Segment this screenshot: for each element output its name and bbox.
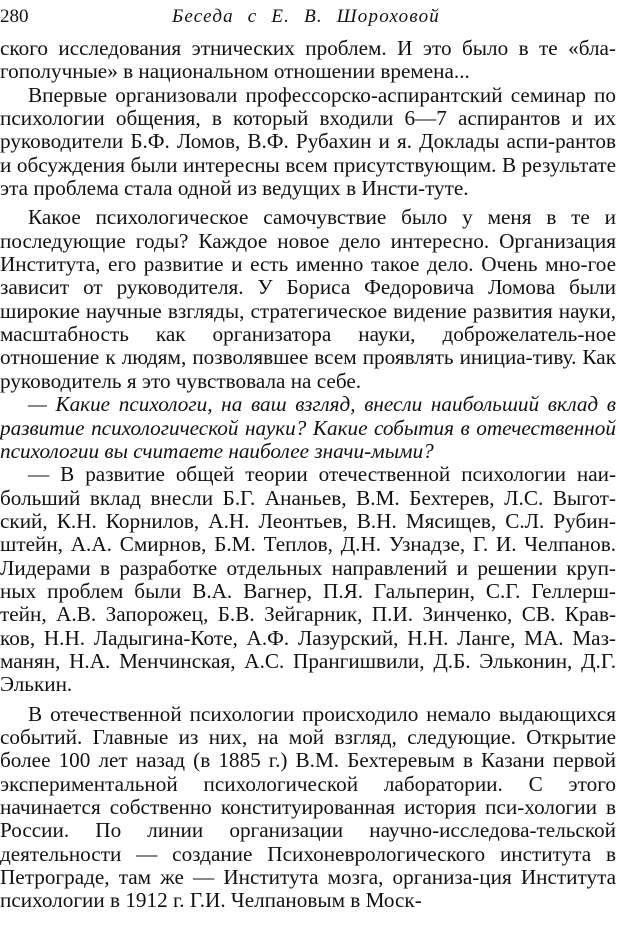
interview-question: — Какие психологи, на ваш взгляд, внесли наибольший вклад в развитие психологической науки? Какие события в отечественной психологии вы считаете наиболее значи-мыми? <box>0 392 616 463</box>
paragraph-seminar: Впервые организовали профессорско-аспирантский семинар по психологии общения, в который входили 6—7 аспирантов и их руководители Б.Ф. Ломов, В.Ф. Рубахин и я. Доклады аспи-рантов и обсуждения были интересны всем присутствующим. В результате эта проблема стала одной из ведущих в Инсти-туте. <box>0 82 616 201</box>
page-body <box>0 37 616 913</box>
paragraph-continuation: ского исследования этнических проблем. И это было в те «бла-гополучные» в национальном отношении времена... <box>0 36 616 84</box>
paragraph-events: В отечественной психологии происходило немало выдающихся событий. Главные из них, на мой взгляд, следующие. Открытие более 100 лет назад (в 1885 г.) В.М. Бехтеревым в Казани первой экспериментальной психологической лаборатории. С этого начинается собственно конституированная история пси-хологии в России. По линии организации научно-исследова-тельской деятельности — создание Психоневрологического института в Петрограде, там же — Института мозга, организа-ция Института психологии в 1912 г. Г.И. Челпановым в Моск- <box>0 701 616 913</box>
paragraph-contributors: — В развитие общей теории отечественной психологии наи-больший вклад внесли Б.Г. Ананьев, В.М. Бехтерев, Л.С. Выгот-ский, К.Н. Корнилов, А.Н. Леонтьев, В.Н. Мясищев, С.Л. Рубин-штейн, А.А. Смирнов, Б.М. Теплов, Д.Н. Узнадзе, Г. И. Челпанов. Лидерами в разработке отдельных направлений и решении круп-ных проблем были В.А. Вагнер, П.Я. Гальперин, С.Г. Геллерш-тейн, А.В. Запорожец, Б.В. Зейгарник, П.И. Зинченко, СВ. Крав-ков, Н.Н. Ладыгина-Коте, А.Ф. Лазурский, Н.Н. Ланге, МА. Маз-манян, Н.А. Менчинская, А.С. Прангишвили, Д.Б. Эльконин, Д.Г. Элькин. <box>0 462 616 697</box>
paragraph-self-feeling: Какое психологическое самочувствие было у меня в те и последующие годы? Каждое новое дело интересно. Организация Института, его развитие и есть именно такое дело. Очень мно-гое зависит от руководителя. У Бориса Федоровича Ломова были широкие научные взгляды, стратегическое видение развития науки, масштабность как организатора науки, доброжелатель-ное отношение к людям, позволявшее всем проявлять инициа-тиву. Как руководитель я это чувствовала на себе. <box>0 205 616 393</box>
page-header <box>0 4 616 30</box>
running-title: Беседа с Е. В. Шороховой <box>172 6 440 27</box>
page-number: 280 <box>0 6 29 27</box>
